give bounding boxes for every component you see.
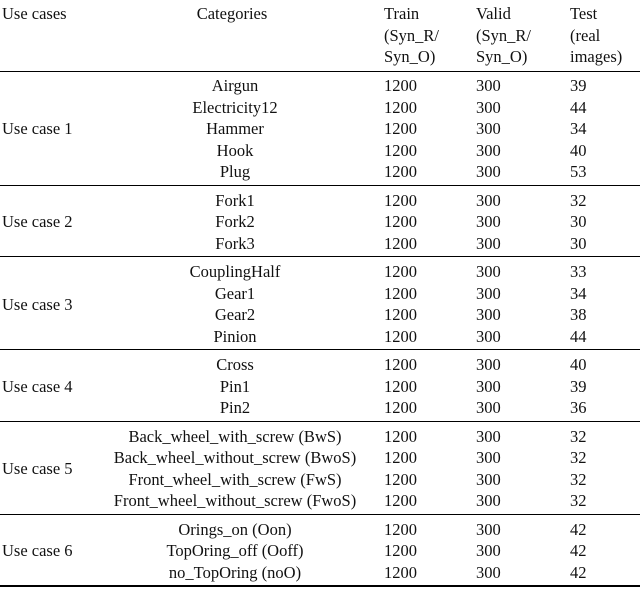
valid-cell: 300: [476, 491, 501, 510]
valid-cell: 300: [476, 398, 501, 417]
valid-cell: 300: [476, 76, 501, 95]
train-cell: 1200: [384, 355, 417, 374]
category-cell: Front_wheel_without_screw (FwoS): [113, 491, 357, 510]
category-cell: Pinion: [213, 326, 257, 346]
category-cell: Back_wheel_with_screw (BwS): [128, 426, 342, 446]
valid-cell: 300: [476, 469, 501, 489]
test-cell: 30: [570, 212, 587, 231]
use-case-label: Use case 1: [2, 119, 73, 139]
train-cell: 1200: [384, 469, 417, 489]
valid-cell: 300: [476, 448, 501, 467]
header-test: Test (real images): [570, 4, 623, 66]
test-cell: 32: [570, 469, 587, 489]
test-cell: 40: [570, 355, 587, 374]
use-case-label: Use case 4: [2, 376, 73, 396]
valid-cell: 300: [476, 541, 501, 560]
train-cell: 1200: [384, 305, 417, 324]
group-rule: [0, 514, 640, 515]
valid-cell: 300: [476, 233, 501, 253]
train-cell: 1200: [384, 326, 417, 346]
test-cell: 32: [570, 491, 587, 510]
test-cell: 32: [570, 426, 587, 446]
category-cell: Hammer: [206, 119, 264, 138]
test-cell: 32: [570, 448, 587, 467]
category-cell: Fork1: [215, 190, 255, 210]
group-rule: [0, 256, 640, 257]
train-cell: 1200: [384, 140, 417, 160]
train-cell: 1200: [384, 119, 417, 138]
test-cell: 33: [570, 262, 587, 281]
category-cell: Pin1: [219, 376, 251, 396]
test-cell: 36: [570, 398, 587, 417]
train-cell: 1200: [384, 97, 417, 117]
train-cell: 1200: [384, 541, 417, 560]
valid-cell: 300: [476, 140, 501, 160]
valid-cell: 300: [476, 305, 501, 324]
category-cell: Plug: [219, 162, 251, 181]
category-cell: Gear1: [214, 283, 256, 303]
header-train: Train (Syn_R/ Syn_O): [384, 4, 440, 66]
header-use-cases: Use cases: [2, 4, 67, 23]
category-cell: Fork3: [215, 233, 255, 253]
test-cell: 39: [570, 376, 587, 396]
category-cell: Front_wheel_with_screw (FwS): [128, 469, 342, 489]
train-cell: 1200: [384, 491, 417, 510]
train-cell: 1200: [384, 519, 417, 539]
train-cell: 1200: [384, 212, 417, 231]
valid-cell: 300: [476, 376, 501, 396]
category-cell: no_TopOring (noO): [168, 562, 302, 582]
category-cell: Airgun: [211, 76, 259, 95]
train-cell: 1200: [384, 283, 417, 303]
train-cell: 1200: [384, 376, 417, 396]
train-cell: 1200: [384, 262, 417, 281]
group-rule: [0, 421, 640, 422]
category-cell: Orings_on (Oon): [178, 519, 292, 539]
use-case-label: Use case 6: [2, 541, 73, 561]
category-cell: Pin2: [219, 398, 251, 417]
valid-cell: 300: [476, 190, 501, 210]
use-case-label: Use case 5: [2, 459, 73, 478]
test-cell: 39: [570, 76, 587, 95]
train-cell: 1200: [384, 233, 417, 253]
valid-cell: 300: [476, 97, 501, 117]
valid-cell: 300: [476, 426, 501, 446]
valid-cell: 300: [476, 519, 501, 539]
category-cell: TopOring_off (Ooff): [166, 541, 304, 560]
test-cell: 30: [570, 233, 587, 253]
use-case-label: Use case 2: [2, 212, 73, 232]
test-cell: 42: [570, 519, 587, 539]
train-cell: 1200: [384, 190, 417, 210]
valid-cell: 300: [476, 562, 501, 582]
test-cell: 44: [570, 97, 587, 117]
valid-cell: 300: [476, 355, 501, 374]
train-cell: 1200: [384, 162, 417, 181]
test-cell: 34: [570, 283, 587, 303]
valid-cell: 300: [476, 212, 501, 231]
group-rule: [0, 185, 640, 186]
valid-cell: 300: [476, 262, 501, 281]
group-rule: [0, 349, 640, 350]
train-cell: 1200: [384, 76, 417, 95]
test-cell: 42: [570, 562, 587, 582]
header-categories: Categories: [196, 4, 268, 23]
bottom-rule: [0, 585, 640, 587]
train-cell: 1200: [384, 448, 417, 467]
test-cell: 34: [570, 119, 587, 138]
train-cell: 1200: [384, 426, 417, 446]
header-rule: [0, 71, 640, 72]
train-cell: 1200: [384, 562, 417, 582]
category-cell: Hook: [216, 140, 254, 160]
test-cell: 53: [570, 162, 587, 181]
use-case-label: Use case 3: [2, 294, 73, 314]
test-cell: 40: [570, 140, 587, 160]
train-cell: 1200: [384, 398, 417, 417]
category-cell: Fork2: [215, 212, 255, 231]
valid-cell: 300: [476, 326, 501, 346]
category-cell: Back_wheel_without_screw (BwoS): [113, 448, 357, 467]
category-cell: Electricity12: [192, 97, 278, 117]
category-cell: CouplingHalf: [189, 262, 281, 281]
test-cell: 42: [570, 541, 587, 560]
test-cell: 38: [570, 305, 587, 324]
header-valid: Valid (Syn_R/ Syn_O): [476, 4, 532, 66]
valid-cell: 300: [476, 283, 501, 303]
category-cell: Gear2: [214, 305, 256, 324]
test-cell: 32: [570, 190, 587, 210]
valid-cell: 300: [476, 119, 501, 138]
test-cell: 44: [570, 326, 587, 346]
category-cell: Cross: [216, 355, 254, 374]
valid-cell: 300: [476, 162, 501, 181]
